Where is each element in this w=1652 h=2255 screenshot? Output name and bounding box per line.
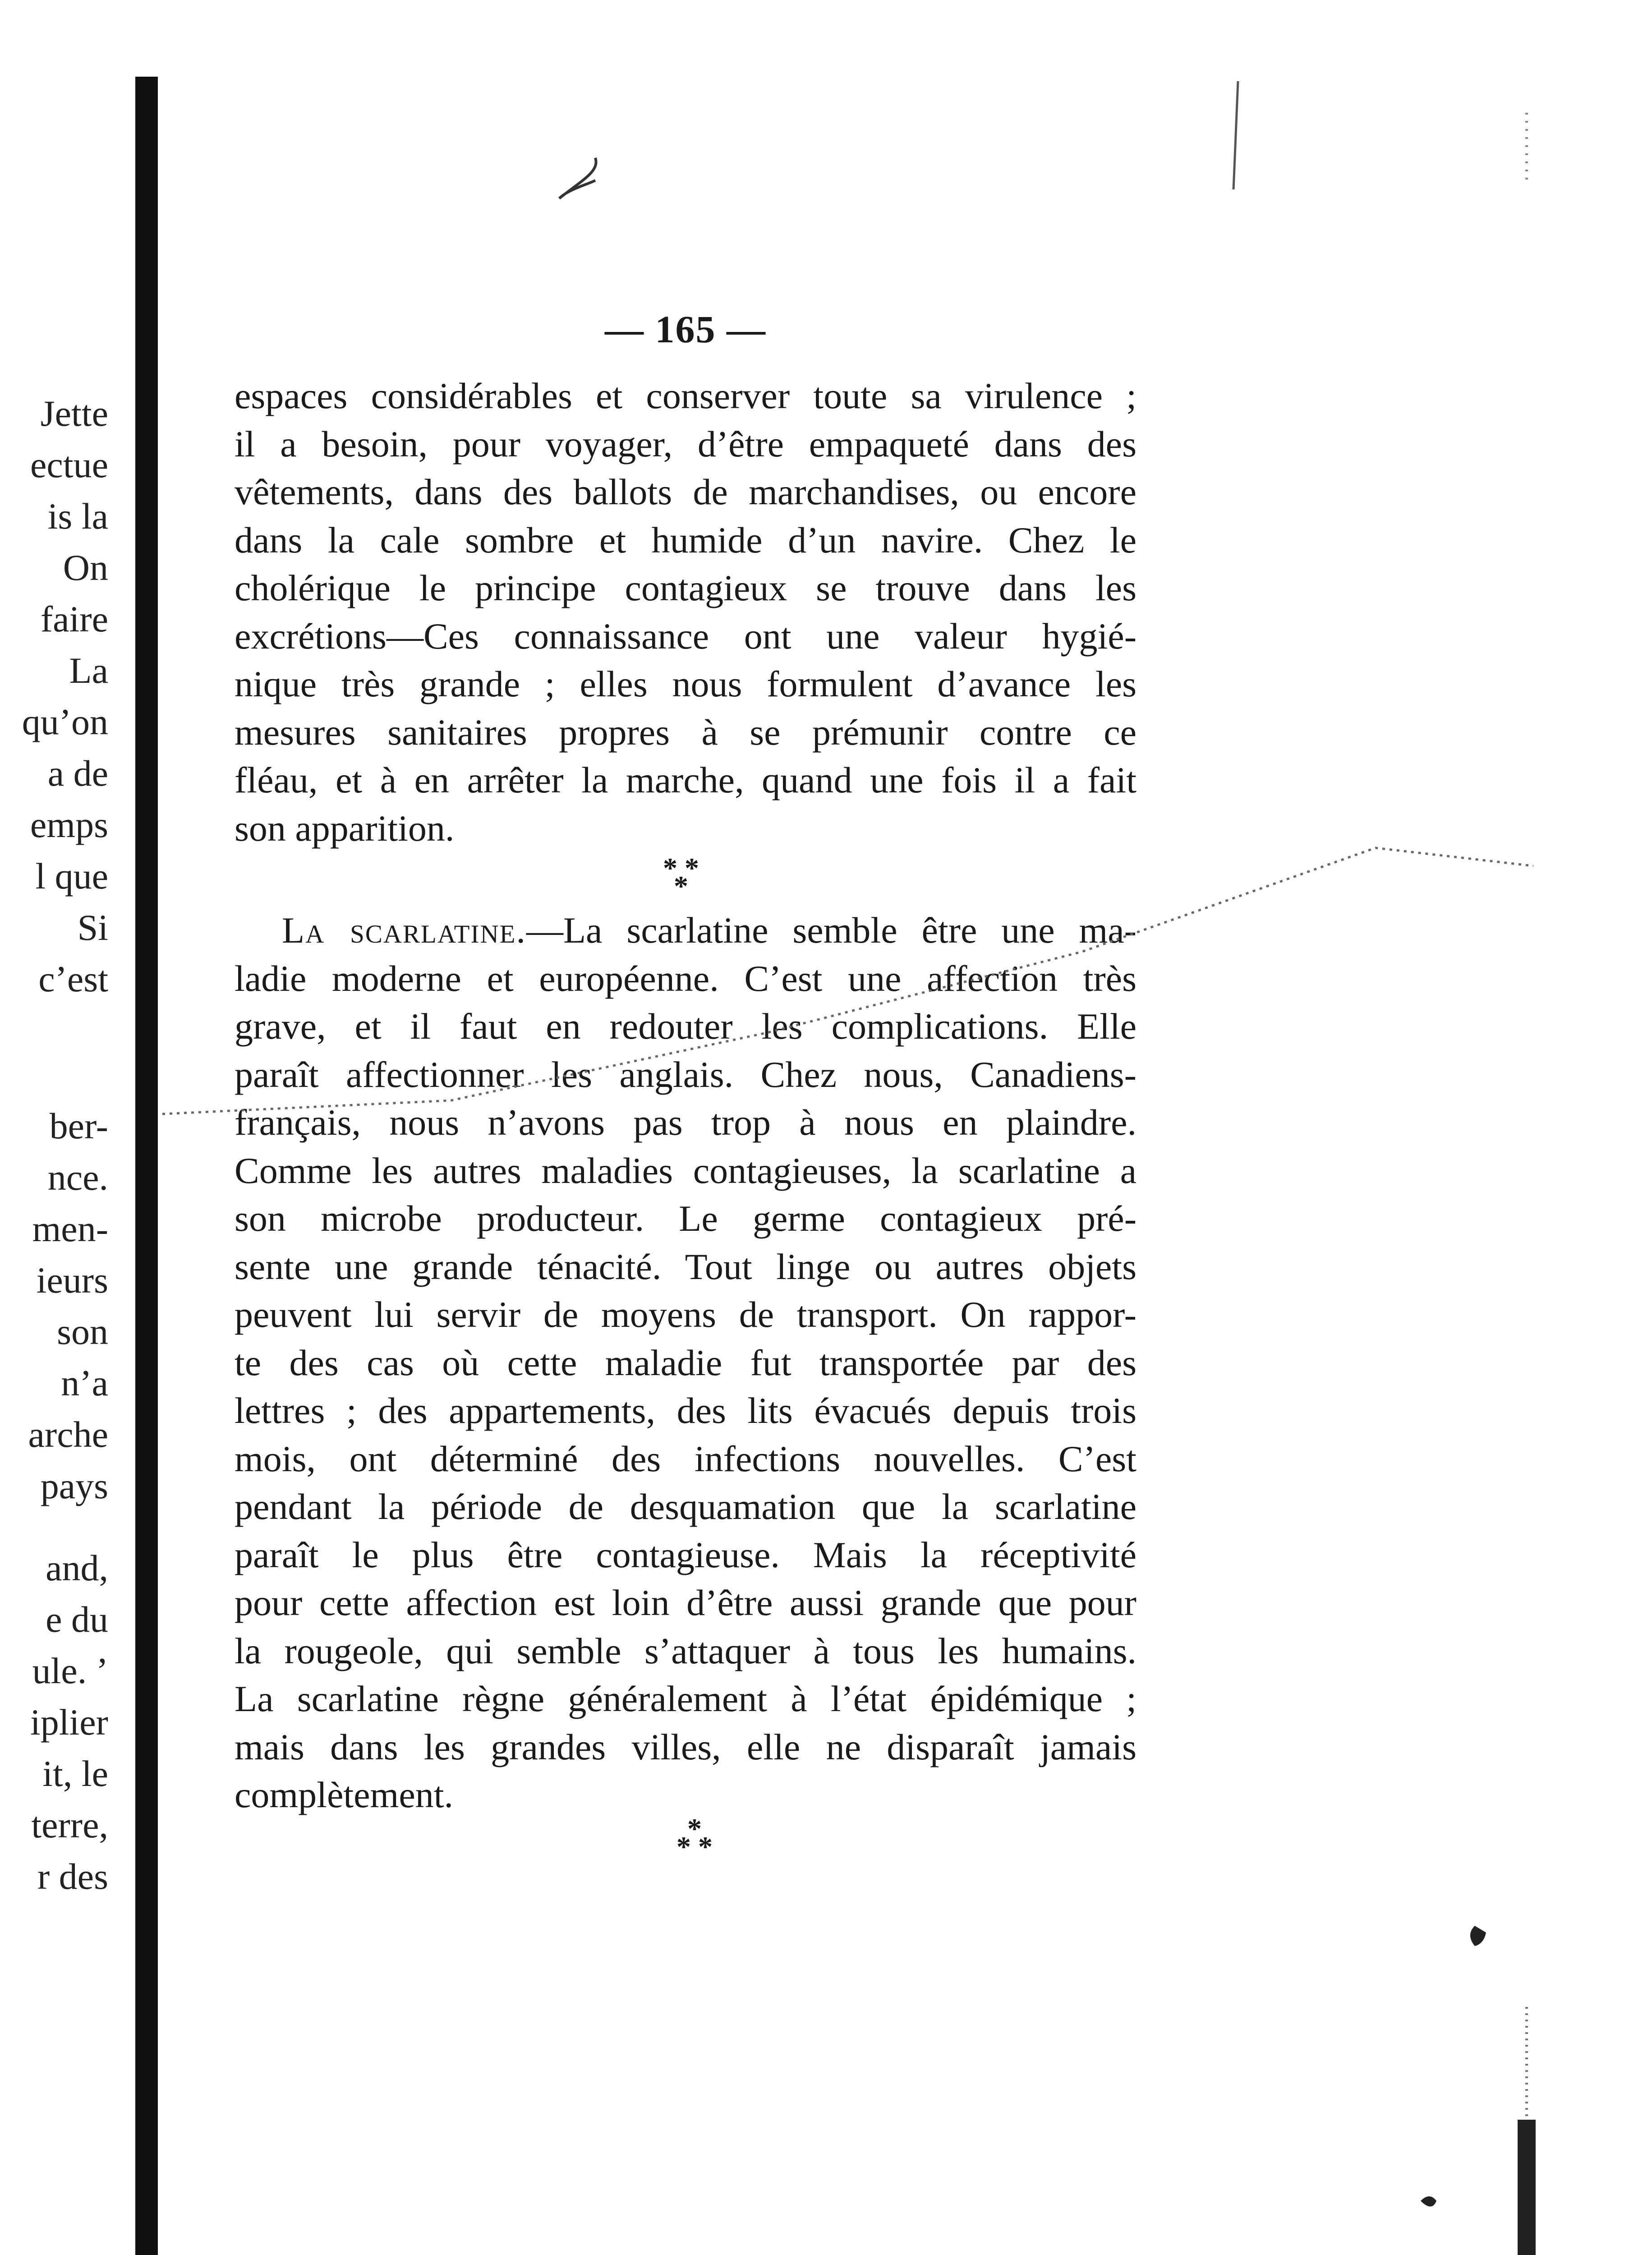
- text-line: mais dans les grandes villes, elle ne disparaît jamais: [235, 1726, 1137, 1767]
- bleed-line: ber-: [49, 1105, 108, 1146]
- bleed-line: c’est: [38, 958, 108, 999]
- text-line: lettres ; des appartements, des lits évacués depuis trois: [235, 1390, 1137, 1431]
- bleed-line: arche: [28, 1414, 108, 1455]
- bleed-line: qu’on: [22, 701, 108, 742]
- text-line: paraît affectionner les anglais. Chez nous, Canadiens-: [235, 1054, 1137, 1095]
- text-line: nique très grande ; elles nous formulent d’avance les: [235, 663, 1137, 704]
- margin-line-mark: [1233, 81, 1238, 189]
- text-line: fléau, et à en arrêter la marche, quand une fois il a fait: [235, 759, 1137, 801]
- text-line: il a besoin, pour voyager, d’être empaqueté dans des: [235, 423, 1137, 465]
- text-line: ladie moderne et européenne. C’est une affection très: [235, 957, 1137, 999]
- bleed-line: La: [69, 650, 108, 691]
- edge-shadow: [1518, 2120, 1536, 2255]
- text-line: Comme les autres maladies contagieuses, la scarlatine a: [235, 1150, 1137, 1191]
- text-line: complètement.: [235, 1774, 453, 1815]
- bleed-line: ieurs: [36, 1260, 108, 1301]
- text-line: pendant la période de desquamation que la scarlatine: [235, 1486, 1137, 1527]
- section-heading: La scarlatine.: [282, 910, 526, 951]
- text-line: son apparition.: [235, 807, 455, 849]
- bleed-line: and,: [46, 1547, 108, 1588]
- bleed-line: faire: [40, 598, 108, 640]
- bleed-line: n’a: [61, 1362, 108, 1404]
- text-line: pour cette affection est loin d’être aussi grande que pour: [235, 1582, 1137, 1623]
- bleed-line: pays: [40, 1465, 108, 1506]
- text-line: son microbe producteur. Le germe contagieux pré-: [235, 1198, 1137, 1239]
- text-line: grave, et il faut en redouter les complications. Elle: [235, 1006, 1137, 1047]
- text-line: sente une grande ténacité. Tout linge ou autres objets: [235, 1246, 1137, 1287]
- bleed-line: son: [57, 1311, 108, 1352]
- ink-blot: [1470, 1926, 1486, 1946]
- bleed-line: nce.: [47, 1157, 108, 1198]
- end-asterism: * * *: [676, 1813, 713, 1863]
- bleed-line: emps: [30, 804, 108, 845]
- text-line: La scarlatine règne généralement à l’état épidémique ;: [235, 1678, 1137, 1719]
- text-line: paraît le plus être contagieuse. Mais la réceptivité: [235, 1534, 1137, 1575]
- bleed-line: a de: [47, 753, 108, 794]
- bleed-line: Si: [77, 907, 108, 948]
- text-line: cholérique le principe contagieux se trouve dans les: [235, 567, 1137, 608]
- bleed-line: e du: [46, 1599, 108, 1640]
- text-line: français, nous n’avons pas trop à nous en plaindre.: [235, 1102, 1137, 1143]
- bleed-line: is la: [47, 496, 108, 537]
- bleed-line: men-: [32, 1208, 108, 1249]
- bleed-line: l que: [35, 856, 108, 897]
- bleed-line: On: [63, 547, 108, 588]
- pencil-mark: [559, 158, 596, 198]
- bleed-line: ectue: [30, 444, 108, 485]
- heading-line-text: —La scarlatine semble être une ma-: [526, 910, 1137, 951]
- text-line: vêtements, dans des ballots de marchandises, ou encore: [235, 471, 1137, 512]
- ink-blot: [1421, 2196, 1436, 2207]
- page-number: — 165 —: [605, 308, 766, 351]
- text-line: mesures sanitaires propres à se prémunir contre ce: [235, 711, 1137, 753]
- bleed-line: ule. ’: [32, 1650, 108, 1691]
- bleed-line: iplier: [30, 1702, 108, 1743]
- bleed-line: it, le: [42, 1753, 108, 1794]
- bleed-line: terre,: [31, 1804, 108, 1845]
- text-line: excrétions—Ces connaissance ont une valeur hygié-: [235, 615, 1137, 657]
- text-line: la rougeole, qui semble s’attaquer à tous les humains.: [235, 1630, 1137, 1671]
- bleed-line: r des: [37, 1856, 108, 1897]
- text-line: mois, ont déterminé des infections nouvelles. C’est: [235, 1438, 1137, 1479]
- text-line: espaces considérables et conserver toute sa virulence ;: [235, 375, 1137, 416]
- text-line: te des cas où cette maladie fut transportée par des: [235, 1342, 1137, 1383]
- text-line: peuvent lui servir de moyens de transport. On rappor-: [235, 1294, 1137, 1335]
- bleed-line: Jette: [40, 393, 108, 434]
- dotted-fold-line: [162, 848, 1533, 1114]
- section-asterism: * * *: [663, 852, 699, 902]
- text-line: dans la cale sombre et humide d’un navire. Chez le: [235, 519, 1137, 561]
